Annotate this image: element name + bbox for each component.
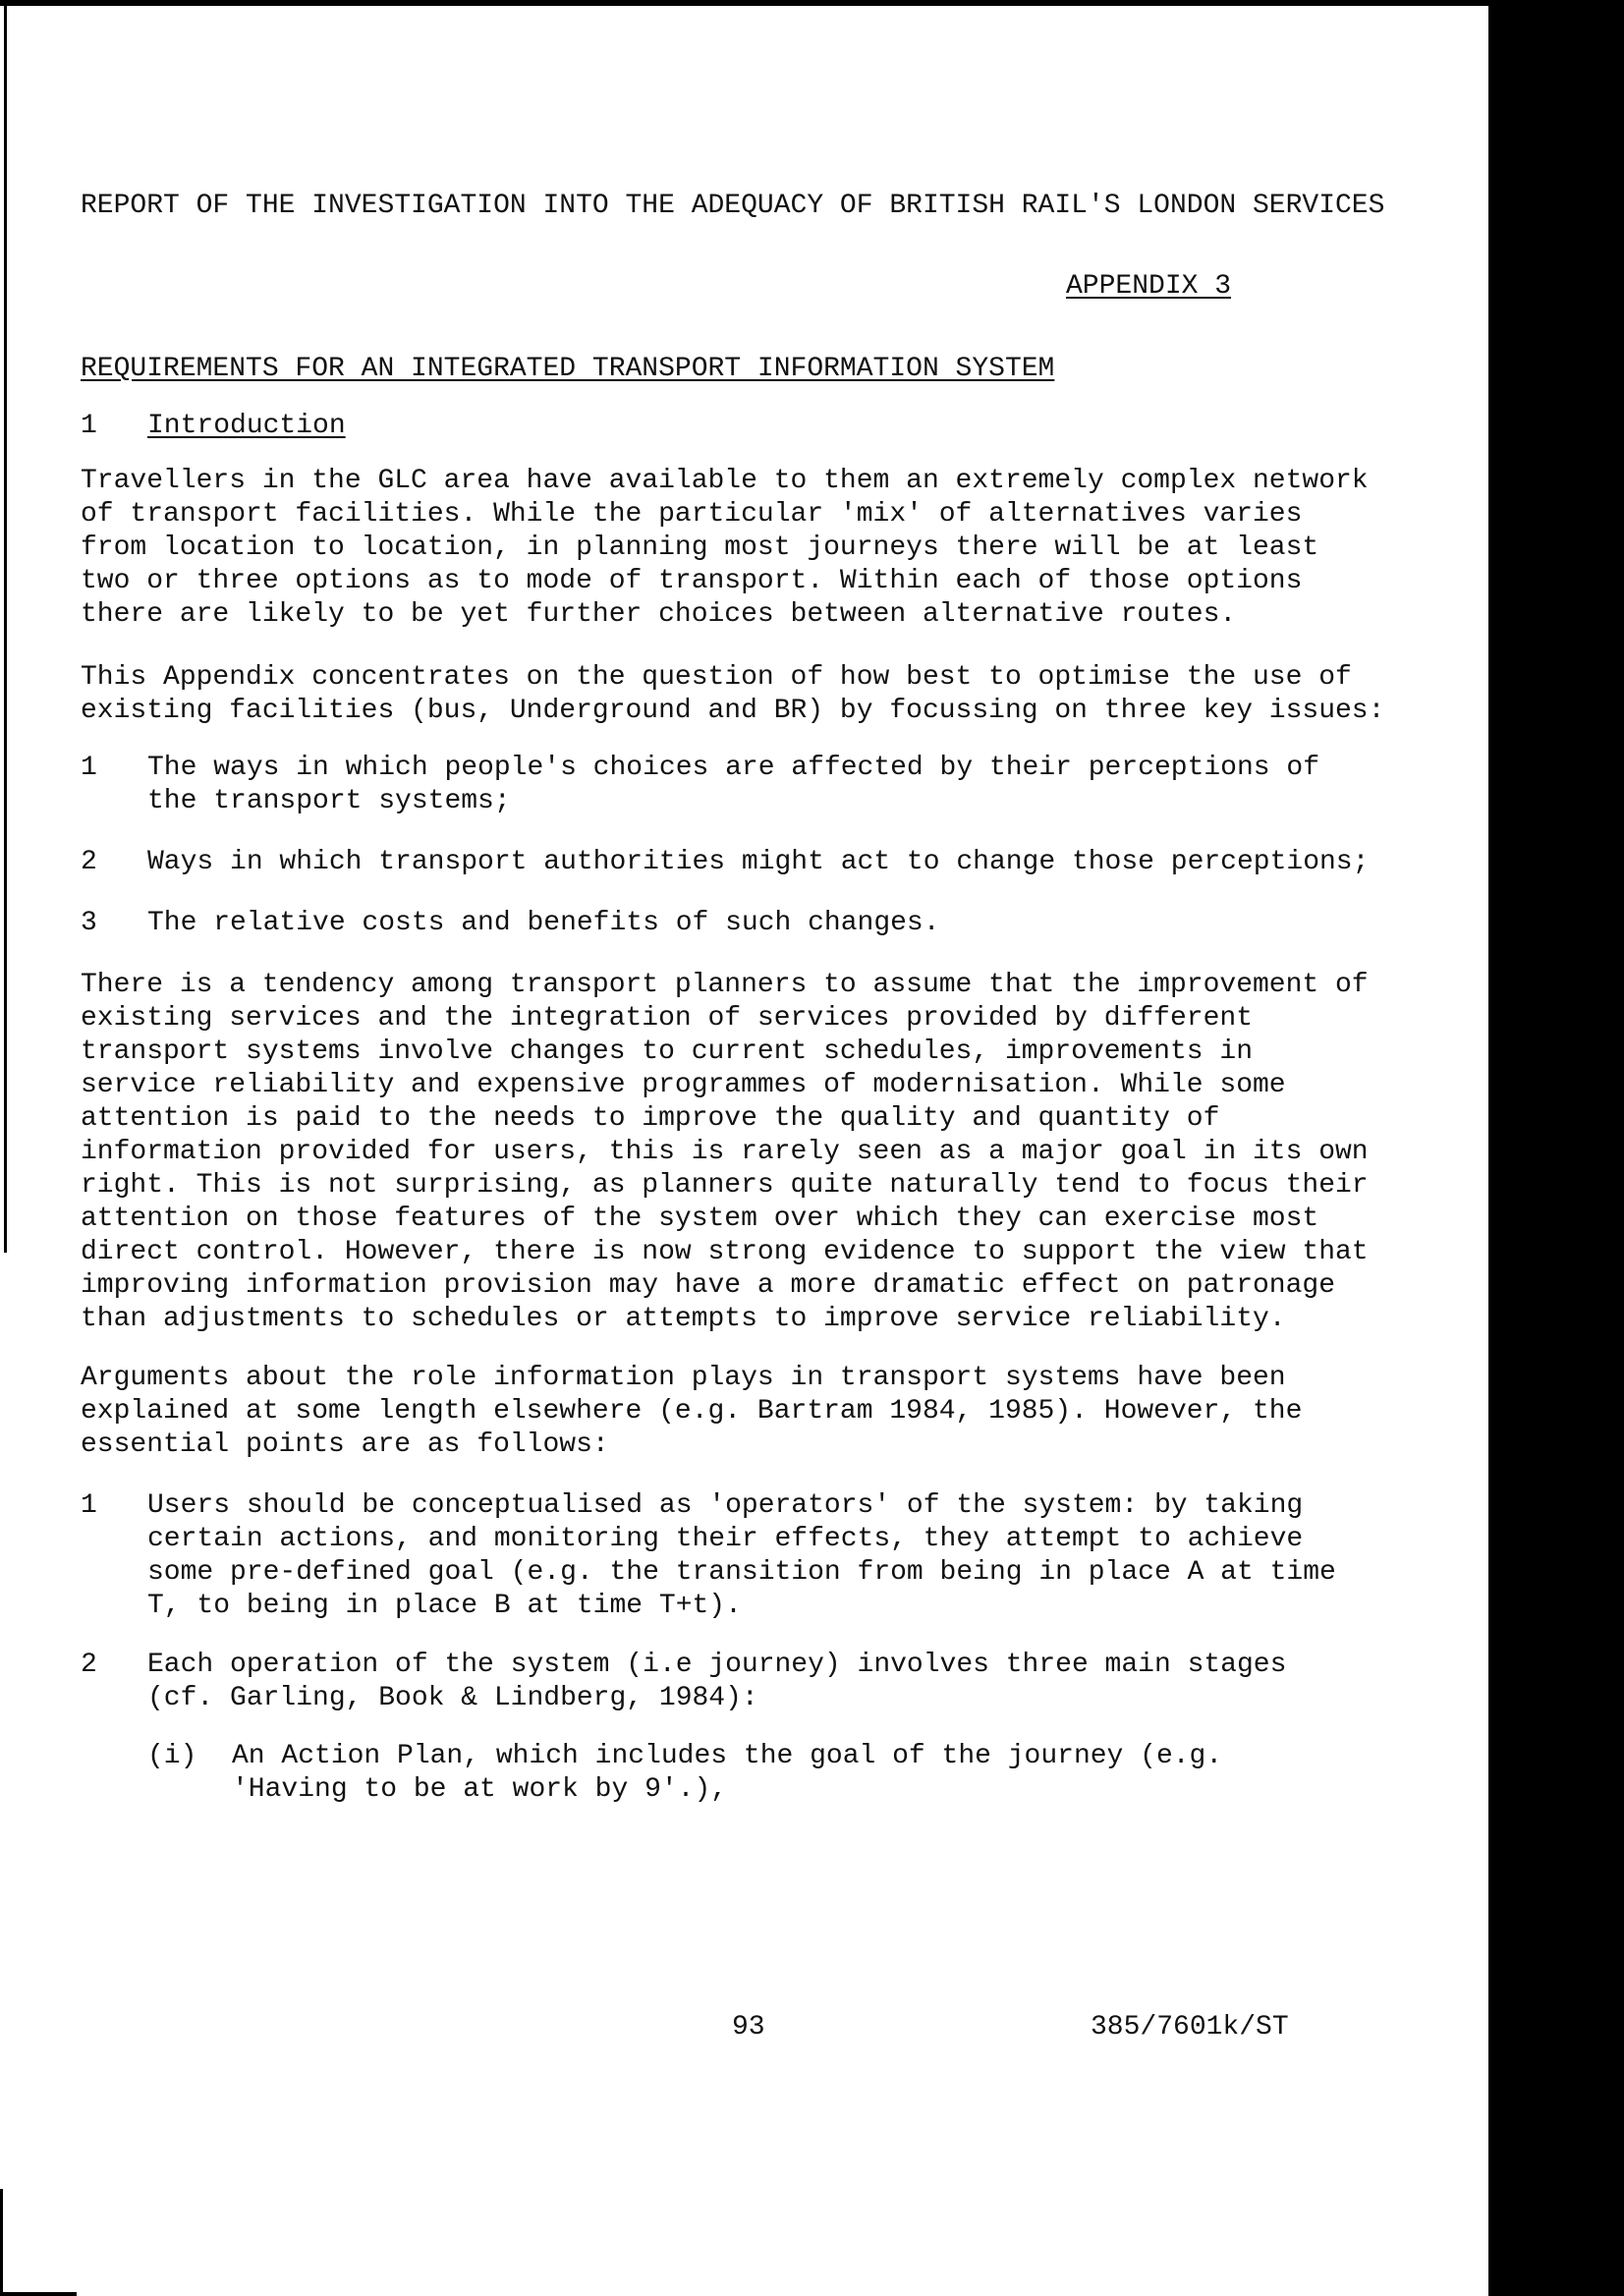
page-number: 93 [732,2012,765,2043]
list-item-line: Ways in which transport authorities might act to change those perceptions; [147,847,1370,877]
paragraph-line: This Appendix concentrates on the question of how best to optimise the use of [81,662,1352,693]
paragraph-line: than adjustments to schedules or attempts to improve service reliability. [81,1304,1286,1334]
list-item-line: The relative costs and benefits of such changes. [147,908,940,938]
paragraph-line: service reliability and expensive programmes of modernisation. While some [81,1070,1286,1100]
list-item-number: 1 [81,1490,97,1521]
list-item-line: The ways in which people's choices are affected by their perceptions of [147,753,1319,783]
list-item-line: some pre-defined goal (e.g. the transition from being in place A at time [147,1557,1336,1588]
paragraph-line: There is a tendency among transport planners to assume that the improvement of [81,970,1369,1000]
paragraph-line: attention is paid to the needs to improve the quality and quantity of [81,1103,1220,1134]
list-item-line: certain actions, and monitoring their effects, they attempt to achieve [147,1524,1304,1554]
paragraph-line: improving information provision may have a more dramatic effect on patronage [81,1270,1336,1301]
scan-border-left-bottom [0,2189,3,2296]
paragraph-line: attention on those features of the system over which they can exercise most [81,1204,1319,1234]
scan-border-right [1488,0,1624,2296]
list-item-line: An Action Plan, which includes the goal of the journey (e.g. [232,1741,1223,1771]
scan-border-bottom [0,2292,77,2296]
scan-border-left [4,0,7,1253]
list-item-line: 'Having to be at work by 9'.), [232,1774,728,1805]
paragraph-line: Arguments about the role information plays in transport systems have been [81,1363,1286,1393]
subsection-number: 1 [81,411,97,441]
list-item-line: the transport systems; [147,786,511,816]
list-item-line: T, to being in place B at time T+t). [147,1591,742,1621]
list-item-line: Users should be conceptualised as 'operators' of the system: by taking [147,1490,1304,1521]
paragraph-line: existing facilities (bus, Underground and BR) by focussing on three key issues: [81,696,1385,726]
list-item-number: (i) [147,1741,197,1771]
list-item-line: Each operation of the system (i.e journey) involves three main stages [147,1650,1287,1680]
list-item-line: (cf. Garling, Book & Lindberg, 1984): [147,1683,758,1713]
subsection-title: Introduction [147,411,346,441]
paragraph-line: explained at some length elsewhere (e.g. Bartram 1984, 1985). However, the [81,1396,1303,1427]
scan-border-top [0,0,1624,6]
paragraph-line: from location to location, in planning most journeys there will be at least [81,532,1319,563]
paragraph-line: transport systems involve changes to current schedules, improvements in [81,1036,1253,1067]
paragraph-line: information provided for users, this is rarely seen as a major goal in its own [81,1137,1369,1167]
list-item-number: 2 [81,1650,97,1680]
paragraph-line: Travellers in the GLC area have available to them an extremely complex network [81,466,1369,496]
section-heading: REQUIREMENTS FOR AN INTEGRATED TRANSPORT INFORMATION SYSTEM [81,354,1055,384]
report-title: REPORT OF THE INVESTIGATION INTO THE ADEQUACY OF BRITISH RAIL'S LONDON SERVICES [81,191,1385,221]
paragraph-line: two or three options as to mode of transport. Within each of those options [81,566,1303,596]
appendix-label: APPENDIX 3 [1066,271,1232,302]
list-item-number: 1 [81,753,97,783]
paragraph-line: right. This is not surprising, as planners quite naturally tend to focus their [81,1170,1369,1201]
paragraph-line: essential points are as follows: [81,1429,609,1460]
document-reference: 385/7601k/ST [1091,2012,1289,2043]
list-item-number: 3 [81,908,97,938]
paragraph-line: of transport facilities. While the particular 'mix' of alternatives varies [81,499,1303,530]
list-item-number: 2 [81,847,97,877]
paragraph-line: existing services and the integration of services provided by different [81,1003,1253,1034]
paragraph-line: direct control. However, there is now strong evidence to support the view that [81,1237,1369,1267]
paragraph-line: there are likely to be yet further choices between alternative routes. [81,599,1237,630]
